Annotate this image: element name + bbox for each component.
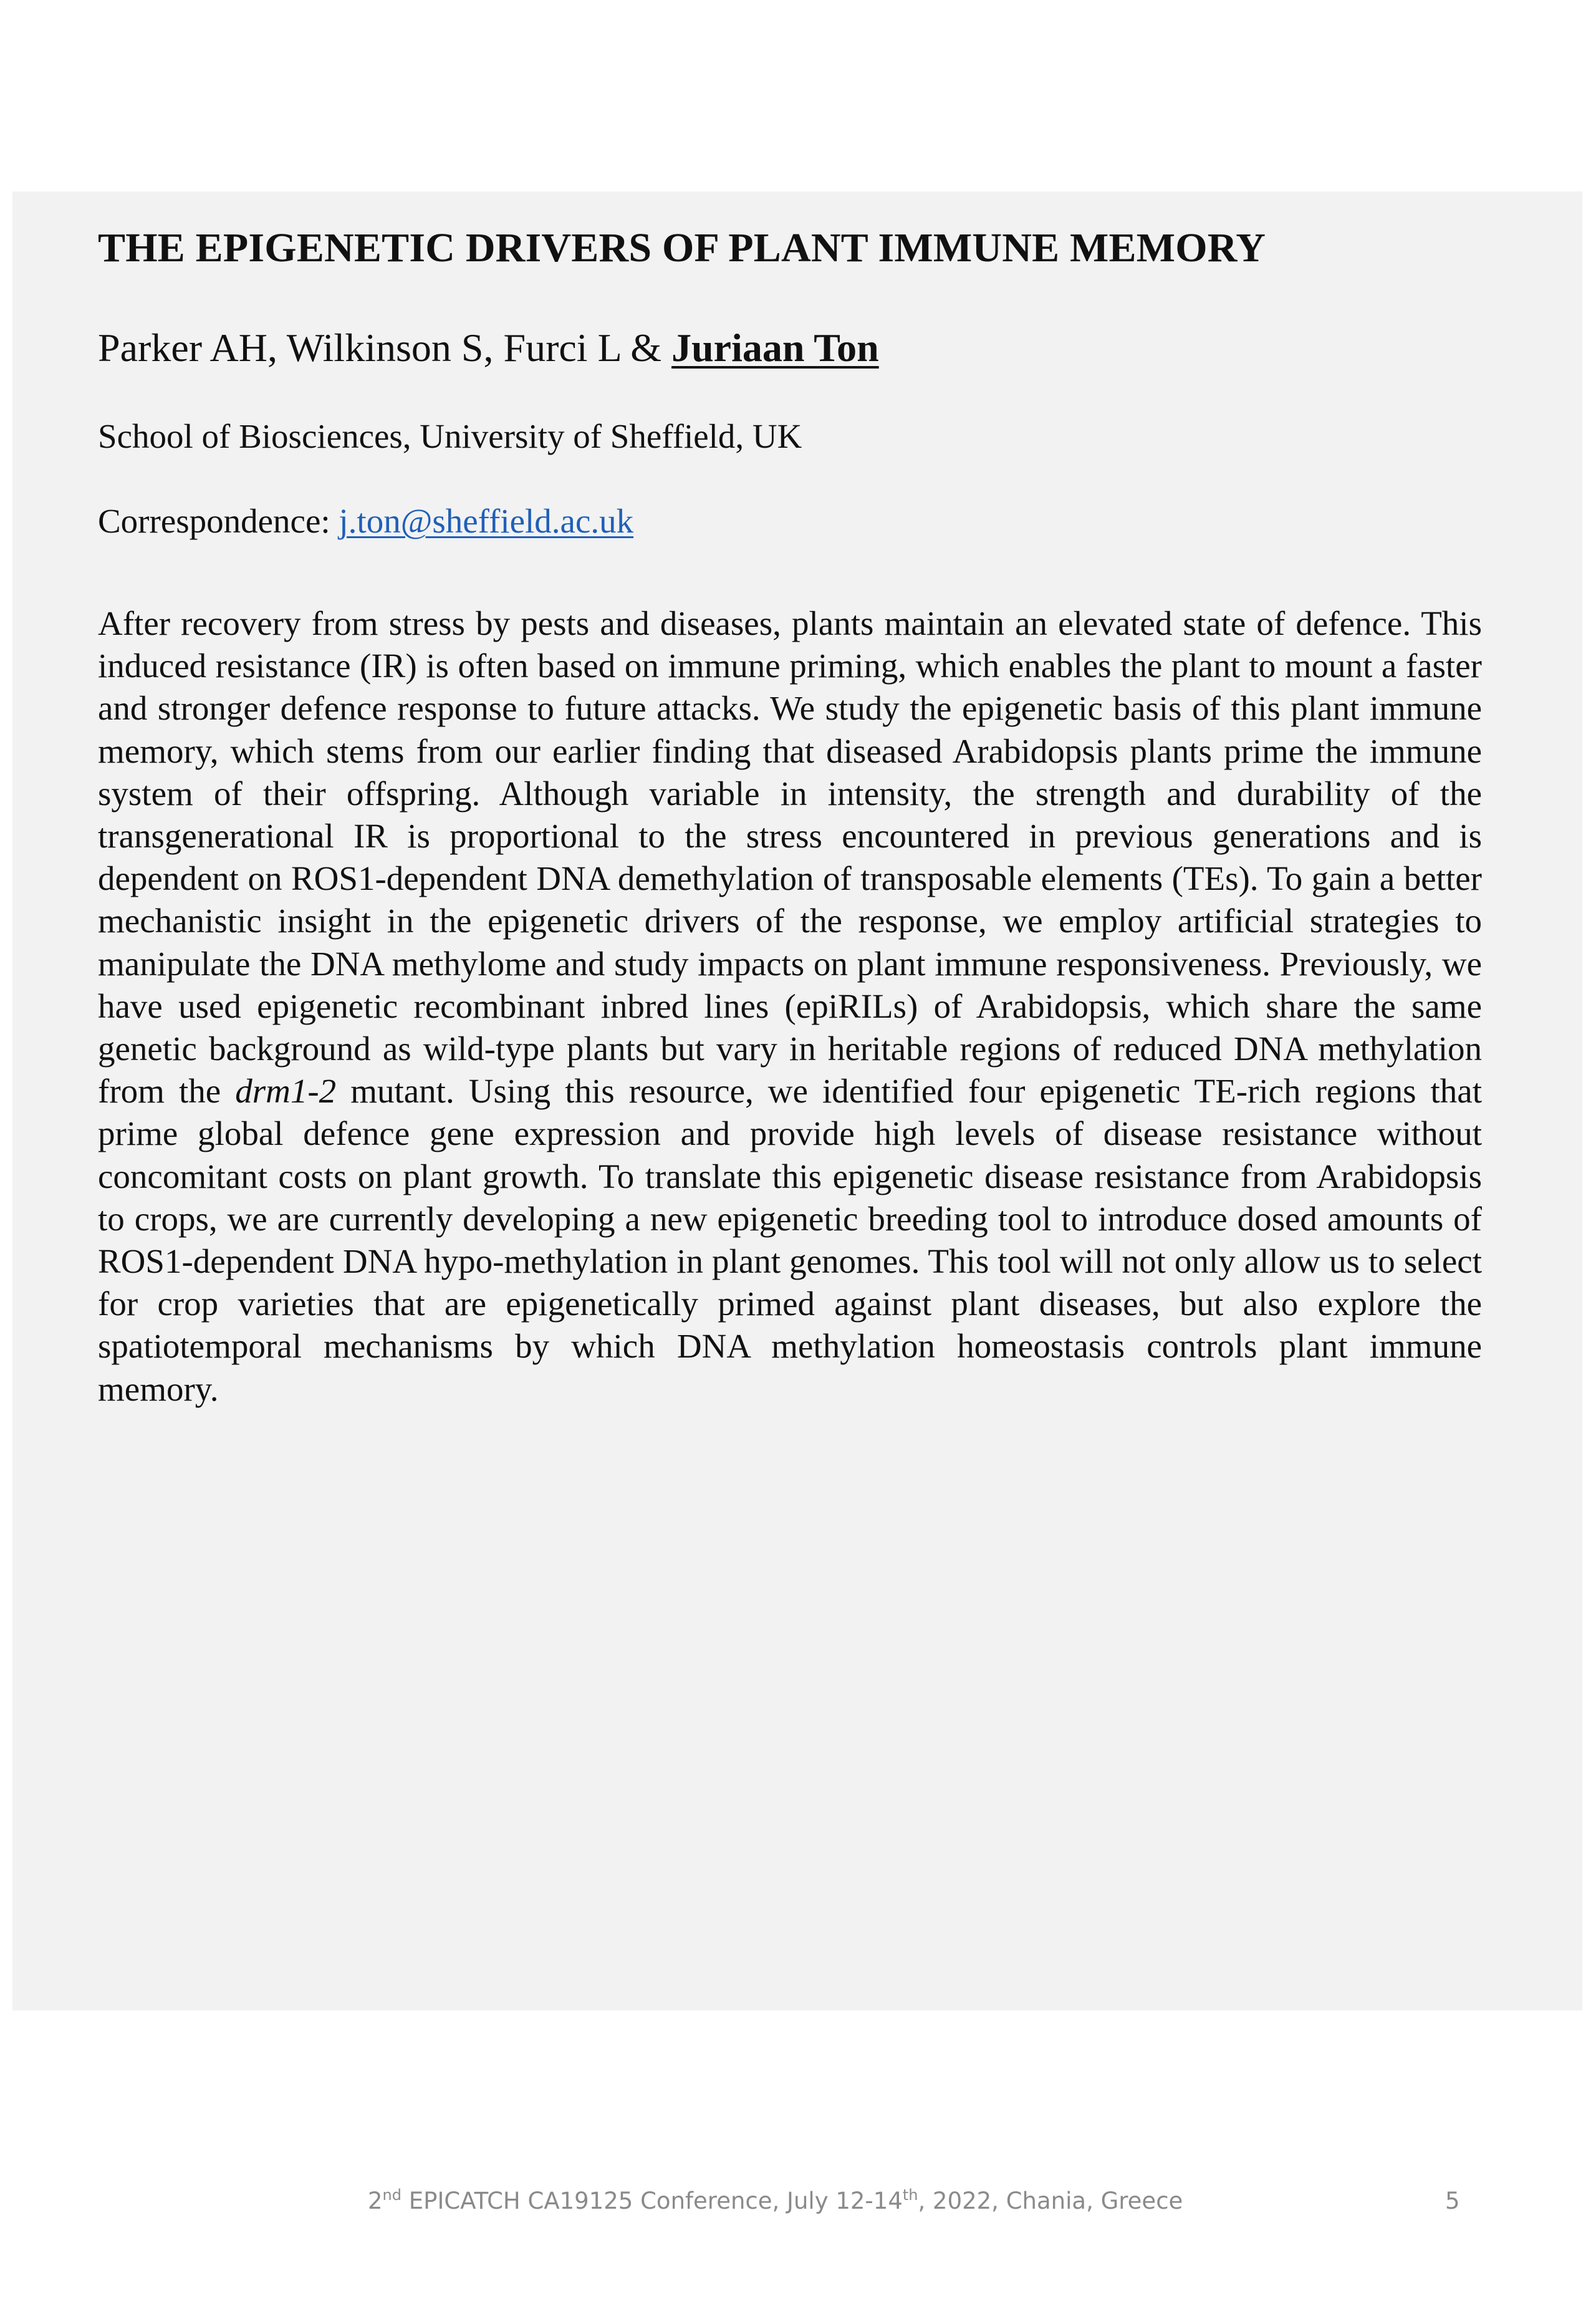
abstract-text-part2: mutant. Using this resource, we identified four epigenetic TE-rich regions that prime global defence gene expression and provide high levels of disease resistance without concomitant costs on plant growth. To translate this epigenetic disease resistance from Arabidopsis to crops, we are currently developing a new epigenetic breeding tool to introduce dosed amounts of ROS1-dependent DNA hypo-methylation in plant genomes. This tool will not only allow us to select for crop varieties that are epigenetically primed against plant diseases, but also explore the spatiotemporal mechanisms by which DNA methylation homeostasis controls plant immune memory. xyxy=(98,1072,1482,1408)
presenting-author: Juriaan Ton xyxy=(671,326,879,370)
abstract-title: THE EPIGENETIC DRIVERS OF PLANT IMMUNE MEMORY xyxy=(98,225,1266,271)
abstract-text-part1: After recovery from stress by pests and diseases, plants maintain an elevated state of defence. This induced resistance (IR) is often based on immune priming, which enables the plant to mount a faster and stronger defence response to future attacks. We study the epigenetic basis of this plant immune memory, which stems from our earlier finding that diseased Arabidopsis plants prime the immune system of their offspring. Although variable in intensity, the strength and durability of the transgenerational IR is proportional to the stress encountered in previous generations and is dependent on ROS1-dependent DNA demethylation of transposable elements (TEs). To gain a better mechanistic insight in the epigenetic drivers of the response, we employ artificial strategies to manipulate the DNA methylome and study impacts on plant immune responsiveness. Previously, we have used epigenetic recombinant inbred lines (epiRILs) of Arabidopsis, which share the same genetic background as wild-type plants but vary in heritable regions of reduced DNA methylation from the xyxy=(98,604,1482,1111)
author-list xyxy=(98,324,1482,372)
abstract-body xyxy=(98,602,1482,1411)
correspondence-email-link[interactable]: j.ton@sheffield.ac.uk xyxy=(339,502,634,540)
correspondence-label: Correspondence: xyxy=(98,502,339,540)
correspondence xyxy=(98,500,1482,543)
affiliation: School of Biosciences, University of Sheffield, UK xyxy=(98,417,802,455)
edition-suffix: nd xyxy=(382,2186,401,2204)
date-suffix: th xyxy=(902,2186,918,2204)
page-footer xyxy=(0,2183,1596,2220)
mutant-name: drm1-2 xyxy=(235,1072,337,1111)
page-number: 5 xyxy=(1445,2188,1460,2214)
conference-year-location: , 2022, Chania, Greece xyxy=(918,2188,1183,2214)
edition-number: 2 xyxy=(368,2188,383,2214)
conference-info xyxy=(368,2183,1183,2220)
co-authors: Parker AH, Wilkinson S, Furci L & xyxy=(98,326,672,370)
conference-name-dates: EPICATCH CA19125 Conference, July 12-14 xyxy=(401,2188,903,2214)
abstract-content xyxy=(98,224,1482,1411)
